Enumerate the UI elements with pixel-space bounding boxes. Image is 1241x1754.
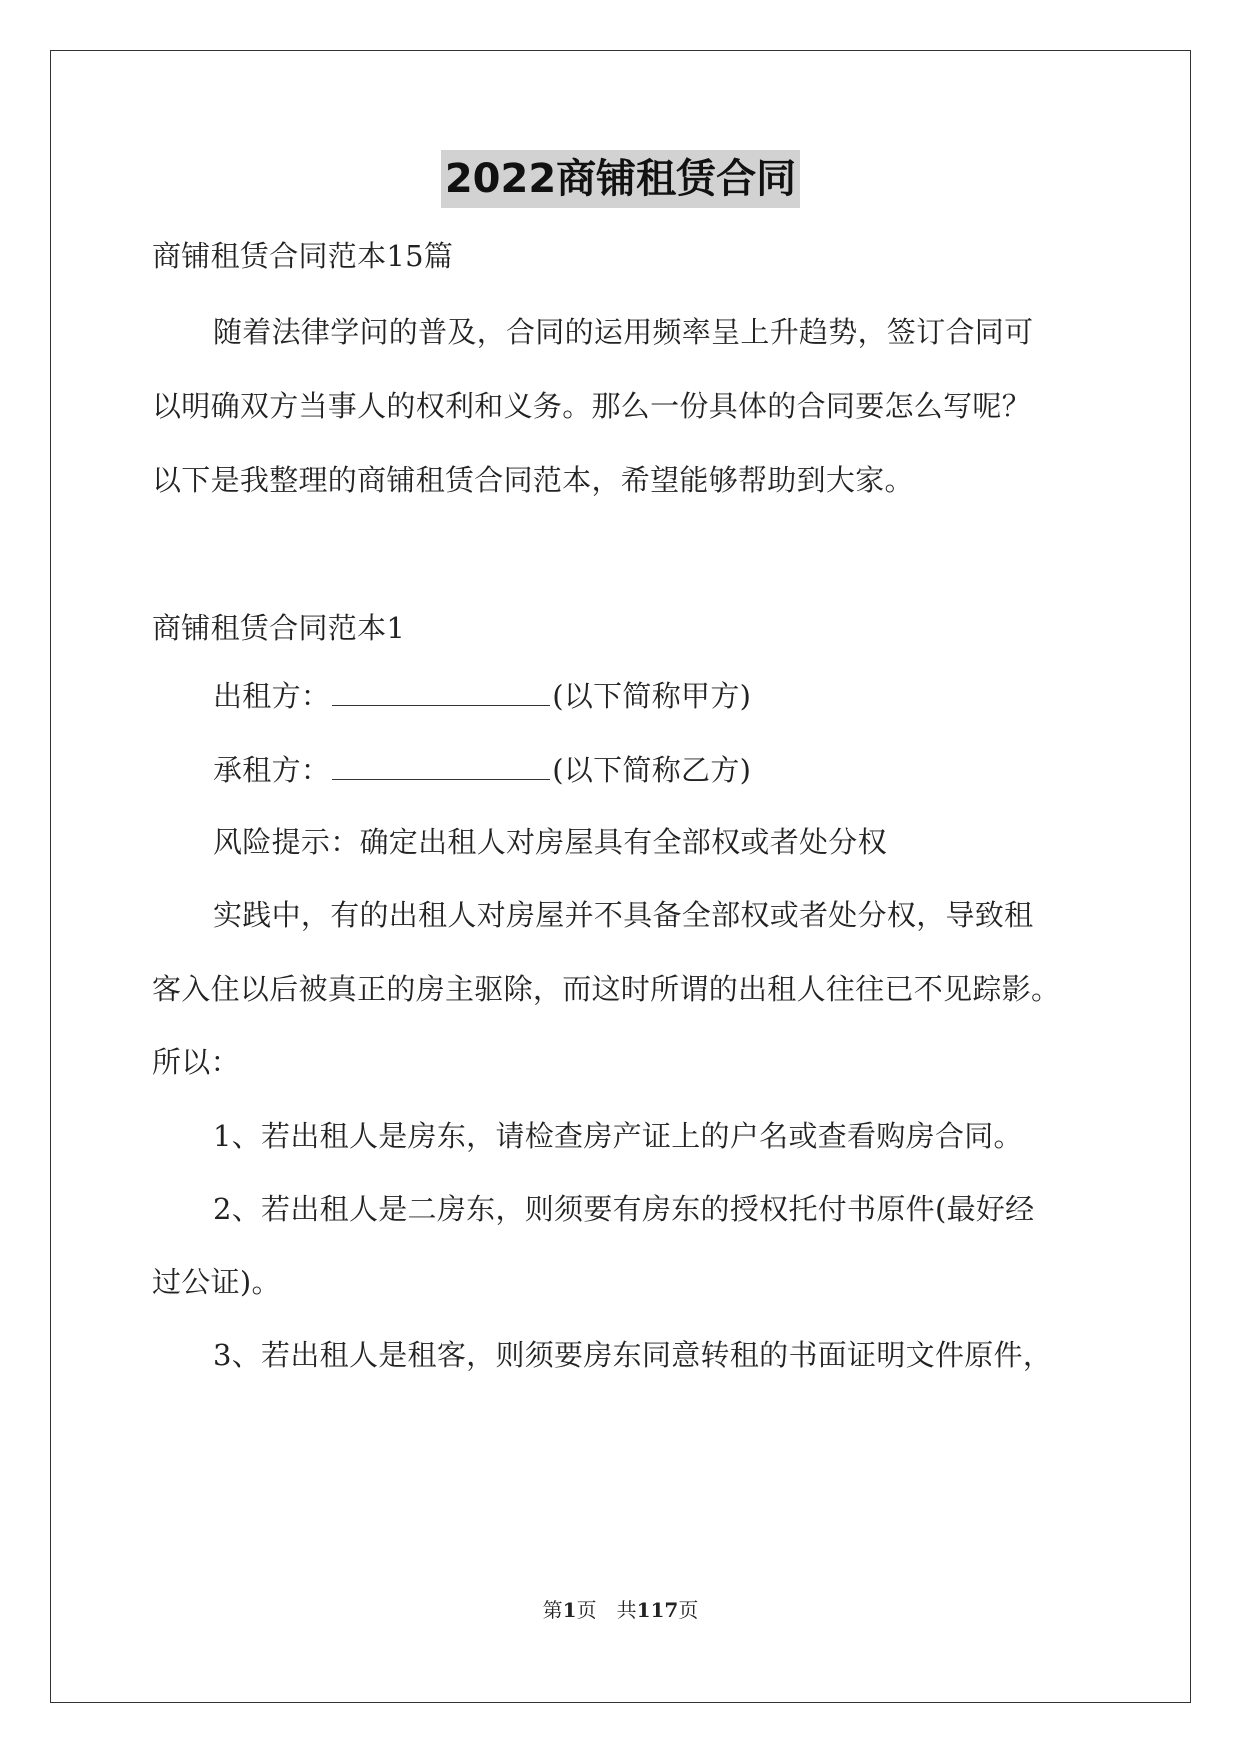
- lessor-suffix: (以下简称甲方): [552, 679, 752, 713]
- practice-line-1: 实践中，有的出租人对房屋并不具备全部权或者处分权，导致租: [213, 898, 1034, 932]
- intro-line-2: 以明确双方当事人的权利和义务。那么一份具体的合同要怎么写呢？: [152, 389, 1032, 423]
- list-item-1: 1、若出租人是房东，请检查房产证上的户名或查看购房合同。: [213, 1119, 1023, 1153]
- practice-line-2: 客入住以后被真正的房主驱除，而这时所谓的出租人往往已不见踪影。: [152, 972, 1061, 1006]
- document-subtitle: 商铺租赁合同范本15篇: [152, 239, 454, 273]
- footer-page-prefix: 第: [542, 1598, 563, 1622]
- footer-page-total: 117: [636, 1598, 679, 1622]
- lessee-label: 承租方：: [213, 753, 331, 787]
- intro-line-1: 随着法律学问的普及，合同的运用频率呈上升趋势，签订合同可: [213, 315, 1034, 349]
- title-container: [0, 150, 1241, 208]
- footer-page-mid: 页 共: [576, 1598, 637, 1622]
- lessor-blank: [332, 679, 550, 706]
- practice-line-3: 所以：: [152, 1045, 240, 1079]
- lessee-suffix: (以下简称乙方): [552, 753, 752, 787]
- footer-page-suffix: 页: [678, 1598, 699, 1622]
- page-footer: [0, 1596, 1241, 1624]
- lessor-row: [213, 676, 751, 716]
- list-item-3: 3、若出租人是租客，则须要房东同意转租的书面证明文件原件，: [213, 1338, 1053, 1372]
- footer-page-current: 1: [562, 1598, 577, 1622]
- risk-tip: 风险提示：确定出租人对房屋具有全部权或者处分权: [213, 825, 887, 859]
- list-item-2-line-1: 2、若出租人是二房东，则须要有房东的授权托付书原件(最好经: [213, 1192, 1035, 1226]
- list-item-2-line-2: 过公证)。: [152, 1265, 281, 1299]
- section-heading: 商铺租赁合同范本1: [152, 611, 406, 645]
- page-border: [50, 50, 1191, 1703]
- lessee-blank: [332, 753, 550, 780]
- document-title: 2022商铺租赁合同: [441, 150, 800, 208]
- lessee-row: [213, 750, 751, 790]
- lessor-label: 出租方：: [213, 679, 331, 713]
- intro-line-3: 以下是我整理的商铺租赁合同范本，希望能够帮助到大家。: [152, 463, 914, 497]
